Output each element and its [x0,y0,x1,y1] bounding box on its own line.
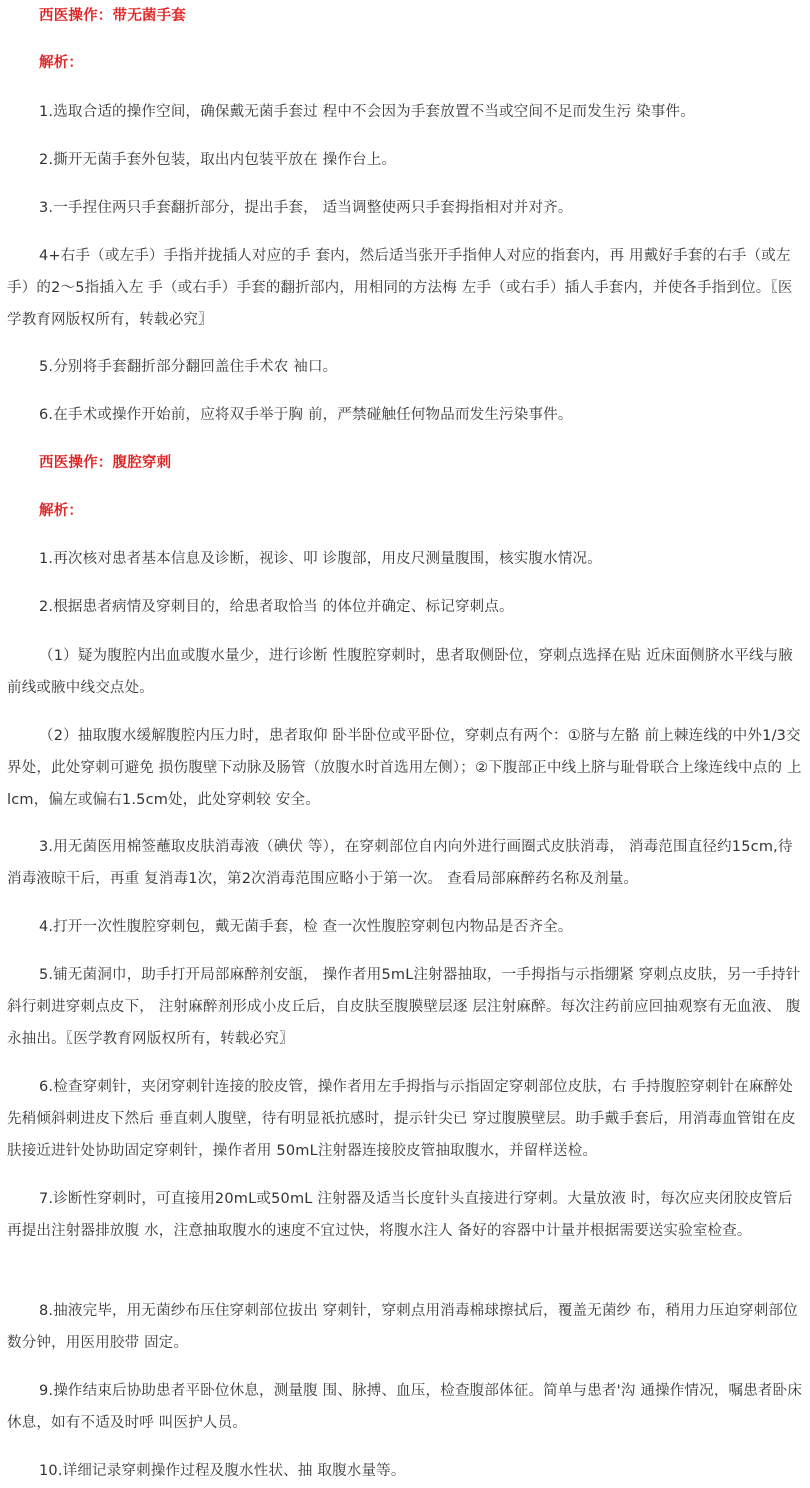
paragraph: 6.检查穿刺针，夹闭穿刺针连接的胶皮管，操作者用左手拇指与示指固定穿刺部位皮肤，右 手持腹腔穿刺针在麻醉处先稍倾斜刺进皮下然后 垂直刺人腹壁，待有明显祇抗感时，提示针尖已 穿过腹膜壁层。助手戴手套后，用消毒血管钳在皮肤接近进针处协助固定穿刺针，操作者用 50mL注射器连接胶皮管抽取腹水，并留样送检。 [7,1079,796,1159]
paragraph: （1）疑为腹腔内出血或腹水量少，进行诊断 性腹腔穿刺时，患者取侧卧位，穿刺点选择在贴 近床面侧脐水平线与腋前线或腋中线交点处。 [7,648,794,696]
paragraph: 2.撕开无菌手套外包装，取出内包装平放在 操作台上。 [39,152,397,168]
paragraph: 5.铺无菌洞巾，助手打开局部麻醉剂安瓿， 操作者用5mL注射器抽取，一手拇指与示指绷紧 穿刺点皮肤，另一手持针斜行刺进穿刺点皮下， 注射麻醉剂形成小皮丘后，自皮肤至腹膜壁层逐 层注射麻醉。每次注药前应回抽观察有无血液、 腹永抽出。〖医学教育网版权所有，转载必究〗 [7,967,801,1047]
paragraph: 8.抽液完毕，用无菌纱布压住穿刺部位拔出 穿刺针，穿刺点用消毒棉球擦拭后，覆盖无菌纱 布，稍用力压迫穿刺部位数分钟，用医用胶带 固定。 [7,1303,798,1351]
paragraph: 1.选取合适的操作空间，确保戴无菌手套过 程中不会因为手套放置不当或空间不足而发生污 染事件。 [39,104,695,120]
paragraph: 4+右手（或左手）手指并拢插人对应的手 套内，然后适当张开手指伸人对应的指套内，再 用戴好手套的右手（或左手）的2〜5指插入左 手（或右手）手套的翻折部内，用相同的方法梅 左手（或右手）插人手套内，并使各手指到位。〖医学教育网版权所有，转载必究〗 [7,248,793,328]
paragraph: 5.分别将手套翻折部分翻回盖住手术农 袖口。 [39,359,338,375]
paragraph: 10.详细记录穿刺操作过程及腹水性状、抽 取腹水量等。 [39,1463,406,1479]
analysis-label-paracentesis: 解析： [39,503,84,519]
paragraph: 6.在手术或操作开始前，应将双手举于胸 前，严禁碰触任何物品而发生污染事件。 [39,407,573,423]
paragraph: 3.一手捏住两只手套翻折部分，提出手套， 适当调整使两只手套拇指相对并对齐。 [39,200,573,216]
paragraph: 1.再次核对患者基本信息及诊断，视诊、叩 诊腹部，用皮尺测量腹围，核实腹水情况。 [39,551,602,567]
paragraph: 9.操作结束后协助患者平卧位休息，测量腹 围、脉搏、血压，检查腹部体征。简单与患者'沟 通操作情况，嘱患者卧床休息，如有不适及时呼 叫医护人员。 [7,1383,803,1431]
paragraph: （2）抽取腹水缓解腹腔内压力时，患者取仰 卧半卧位或平卧位，穿刺点有两个：①脐与左骼 前上棘连线的中外1/3交界处，此处穿刺可避免 损伤腹壁下动脉及肠管（放腹水时首选用左侧）；②下腹部正中线上脐与耻骨联合上缘连线中点的 上lcm，偏左或偏右1.5cm处，此处穿刺较 安全。 [7,728,802,808]
paragraph: 4.打开一次性腹腔穿刺包，戴无菌手套，检 查一次性腹腔穿刺包内物品是否齐全。 [39,919,573,935]
paragraph: 7.诊断性穿刺时，可直接用20mL或50mL 注射器及适当长度针头直接进行穿刺。大量放液 时，每次应夹闭胶皮管后再提出注射器排放腹 水，注意抽取腹水的速度不宜过快，将腹水注人 备好的容器中计量并根据需要送实验室检查。 [7,1191,793,1239]
section-title-gloves: 西医操作：带无菌手套 [39,8,186,24]
analysis-label-gloves: 解析： [39,55,84,71]
section-title-paracentesis: 西医操作：腹腔穿刺 [39,455,172,471]
paragraph: 2.根据患者病情及穿刺目的，给患者取恰当 的体位并确定、标记穿刺点。 [39,599,514,615]
paragraph: 3.用无菌医用棉签蘸取皮肤消毒液（碘伏 等），在穿刺部位自内向外进行画圈式皮肤消毒， 消毒范围直径约15cm,待消毒液晾干后，再重 复消毒1次，第2次消毒范围应略小于第一次。 查看局部麻醉药名称及剂量。 [7,839,793,887]
